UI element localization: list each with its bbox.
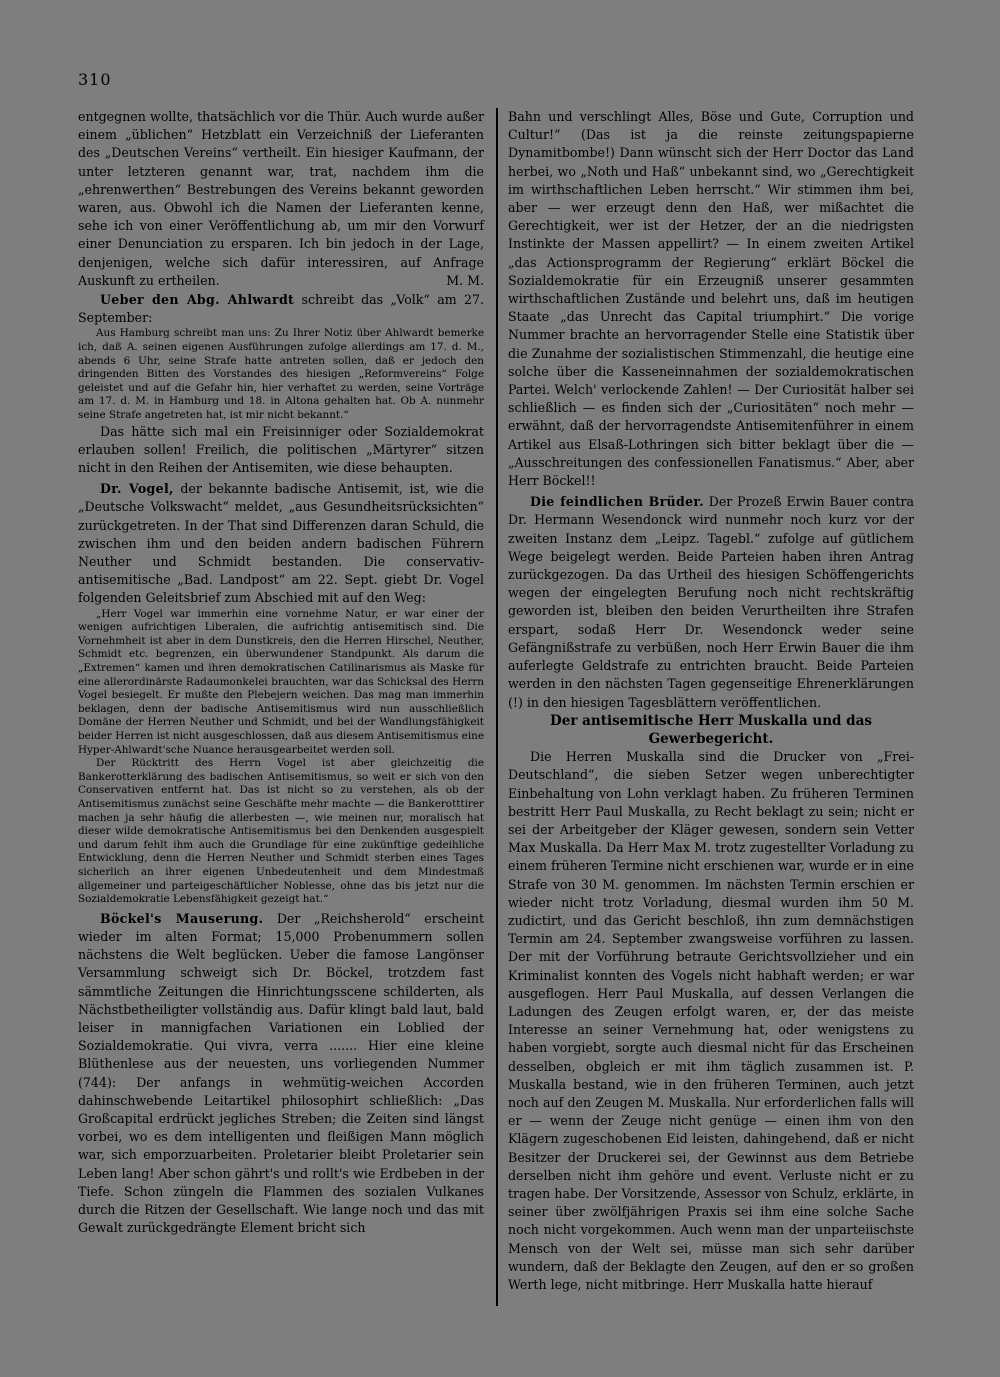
- boeckel-text: Der „Reichsherold“ erscheint wieder im alten Format; 15,000 Probenummern sollen nächstens die Welt beglücken. Ueber die famose Langönser Versammlung schweigt sich Dr. Böckel, trotzdem fast sämmtliche Zeitungen die Hinrichtungsscene schilderten, als Nächstbetheiligter vollständig aus. Dafür klingt bald laut, bald leiser in mannigfachen Variationen ein Loblied der Sozialdemokratie. Qui vivra, verra ....... Hier eine kleine Blüthenlese aus der neuesten, uns vorliegenden Nummer (744): Der anfangs in wehmütig-weichen Accorden dahinschwebende Leitartikel philosophirt schließlich: „Das Großcapital erdrückt jegliches Streben; die Zeiten sind längst vorbei, wo es dem intelligenten und fleißigen Mann möglich war, sich emporzuarbeiten. Proletarier bleibt Proletarier sein Leben lang! Aber schon gährt's und rollt's wie Erdbeben in der Tiefe. Schon züngeln die Flammen des sozialen Vulkanes durch die Ritzen der Gesellschaft. Wie lange noch und das mit Gewalt zurückgedrängte Element bricht sich: [78, 910, 485, 1236]
- muskalla-heading: Der antisemitische Herr Muskalla und das Gewerbegericht.: [550, 712, 872, 747]
- left-column: [78, 108, 484, 1237]
- ahlwardt-article: [78, 291, 484, 327]
- brueder-article: [508, 493, 914, 711]
- brueder-heading: Die feindlichen Brüder.: [530, 494, 704, 510]
- vogel-article: [78, 480, 484, 607]
- boeckel-article: [78, 910, 484, 1238]
- muskalla-text: Die Herren Muskalla sind die Drucker von „Frei-Deutschland“, die sieben Setzer wegen unberechtigter Einbehaltung von Lohn verklagt haben. Zu früheren Terminen bestritt Herr Paul Muskalla, zu Recht beklagt zu sein; nicht er sei der Arbeitgeber der Kläger gewesen, sondern sein Vetter Max Muskalla. Da Herr Max M. trotz zugestellter Vorladung zu einem früheren Termine nicht erschienen war, wurde er in eine Strafe von 30 M. genommen. Im nächsten Termin erschien er wieder nicht trotz Vorladung, diesmal wurden ihm 50 M. zudictirt, und das Gericht beschloß, ihn zum demnächstigen Termin am 24. September zwangsweise vorführen zu lassen. Der mit der Vorführung betraute Gerichtsvollzieher und ein Kriminalist konnten des Vogels nicht habhaft werden; er war ausgeflogen. Herr Paul Muskalla, auf dessen Verlangen die Ladungen des Zeugen erfolgt waren, er, der das meiste Interesse an seiner Vernehmung hat, oder wenigstens zu haben vorgiebt, sorgte auch diesmal nicht für das Erscheinen desselben, obgleich er mit ihm täglich zusammen ist. P. Muskalla bestand, wie in den früheren Terminen, auch jetzt noch auf den Zeugen M. Muskalla. Nur erforderlichen falls will er — wenn der Zeuge nicht genüge — einen ihm von den Klägern zugeschobenen Eid leisten, dahingehend, daß er nicht Besitzer der Druckerei sei, der Gewinnst aus dem Betriebe derselben nicht ihm gehöre und event. Verluste nicht er zu tragen habe. Der Vorsitzende, Assessor von Schulz, erklärte, in seiner über zwölfjährigen Praxis sei ihm eine solche Sache noch nicht vorgekommen. Auch wenn man der unparteiischste Mensch von der Welt sei, müsse man sich sehr darüber wundern, daß der Beklagte den Zeugen, auf den er so großen Werth lege, nicht mitbringe. Herr Muskalla hatte hierauf: [508, 749, 915, 1292]
- paragraph-lieferanten: [78, 108, 484, 290]
- vogel-text: der bekannte badische Antisemit, ist, wie die „Deutsche Volkswacht“ meldet, „aus Gesundheitsrücksichten“ zurückgetreten. In der That sind Differenzen daran Schuld, die zwischen ihm und den beiden andern badischen Führern Neuther und Schmidt bestanden. Die conservativ-antisemitische „Bad. Landpost“ am 22. Sept. giebt Dr. Vogel folgenden Geleitsbrief zum Abschied mit auf den Weg:: [78, 481, 484, 606]
- column-divider: [496, 108, 498, 1306]
- vogel-quote-1: „Herr Vogel war immerhin eine vornehme Natur, er war einer der wenigen aufrichtigen Liberalen, die aufrichtig antisemitisch sind. Die Vornehmheit ist aber in dem Dunstkreis, den die Herren Hirschel, Neuther, Schmidt etc. begrenzen, ein überwundener Standpunkt. Als darum die „Extremen“ kamen und ihren demokratischen Catilinarismus als Maske für eine allerordinärste Radaumonkelei brauchten, war das Schicksal des Herrn Vogel besiegelt. Er mußte den Plebejern weichen. Das mag man immerhin beklagen, denn der badische Antisemitismus wird nun ausschließlich Domäne der Herren Neuther und Schmidt, und bei der Wandlungsfähigkeit beider Herren ist nicht ausgeschlossen, daß aus diesem Antisemitismus eine Hyper-Ahlwardt'sche Nuance herausgearbeitet werden soll.: [78, 607, 484, 756]
- signature: M. M.: [446, 272, 484, 288]
- vogel-quote-2: Der Rücktritt des Herrn Vogel ist aber gleichzeitig die Bankerotterklärung des badischen Antisemitismus, so weit er sich von den Conservativen entfernt hat. Das ist nicht so zu verstehen, als ob der Antisemitismus zunächst seine Geschäfte mehr machte — die Bankerotttirer machen ja sehr häufig die allerbesten —, wie meinen nur, moralisch hat dieser wilde demokratische Antisemitismus bei den Denkenden ausgespielt und darum fehlt ihm auch die Grundlage für eine zukünftige gedeihliche Entwicklung, denn die Herren Neuther und Schmidt sterben eines Tages sicherlich an ihrer eigenen Unbedeutenheit und dem Mindestmaß allgemeiner und parteigeschäftlicher Noblesse, ohne das bis jetzt nur die Sozialdemokratie Lebensfähigkeit gezeigt hat.“: [78, 757, 484, 906]
- paragraph-lieferanten-text: entgegnen wollte, thatsächlich vor die Thür. Auch wurde außer einem „üblichen“ Hetzblatt ein Verzeichniß der Lieferanten des „Deutschen Vereins“ vertheilt. Ein hiesiger Kaufmann, der unter letzteren genannt war, trat, nachdem ihm die „ehrenwerthen“ Bestrebungen des Vereins bekannt geworden waren, aus. Obwohl ich die Namen der Lieferanten kenne, sehe ich von einer Veröffentlichung ab, um mir den Vorwurf einer Denunciation zu ersparen. Ich bin jedoch in der Lage, denjenigen, welche sich dafür interessiren, auf Anfrage Auskunft zu ertheilen.: [78, 109, 484, 288]
- boeckel-continuation: Bahn und verschlingt Alles, Böse und Gute, Corruption und Cultur!“ (Das ist ja die reinste zeitungspapierne Dynamitbombe!) Dann wünscht sich der Herr Doctor das Land herbei, wo „Noth und Haß“ unbekannt sind, wo „Gerechtigkeit im wirthschaftlichen Leben herrscht.“ Wir stimmen ihm bei, aber — wer erzeugt denn den Haß, wer mißachtet die Gerechtigkeit, wer ist der Hetzer, der an die niedrigsten Instinkte der Massen appellirt? — In einem zweiten Artikel „das Actionsprogramm der Regierung“ erklärt Böckel die Sozialdemokratie für ein Erzeugniß unserer gesammten wirthschaftlichen Zustände und belehrt uns, daß im heutigen Staate „das Unrecht das Capital triumphirt.“ Die vorige Nummer brachte an hervorragender Stelle eine Statistik über die Zunahme der sozialistischen Stimmenzahl, die heutige eine solche über die Kasseneinnahmen der sozialdemokratischen Partei. Welch' verlockende Zahlen! — Der Curiosität halber sei schließlich — es finden sich der „Curiositäten“ noch mehr — erwähnt, daß der hervorragendste Antisemitenführer in einem Artikel aus Elsaß-Lothringen sich bitter beklagt über die — „Ausschreitungen des confessionellen Fanatismus.“ Aber, aber Herr Böckel!!: [508, 109, 914, 489]
- ahlwardt-heading: Ueber den Abg. Ahlwardt: [100, 292, 295, 308]
- page-number: 310: [78, 70, 112, 89]
- ahlwardt-comment: Das hätte sich mal ein Freisinniger oder Sozialdemokrat erlauben sollen! Freilich, die politischen „Märtyrer“ sitzen nicht in den Reihen der Antisemiten, wie diese behaupten.: [78, 423, 484, 475]
- ahlwardt-intro: schreibt das „Volk“ am 27. September:: [78, 292, 484, 326]
- ahlwardt-quote: Aus Hamburg schreibt man uns: Zu Ihrer Notiz über Ahlwardt bemerke ich, daß A. seinen eigenen Ausführungen zufolge allerdings am 17. d. M., abends 6 Uhr, seine Strafe hatte antreten sollen, daß er jedoch den dringenden Bitten des Vorstandes des hiesigen „Reformvereins“ Folge geleistet und auf die Gefahr hin, hier verhaftet zu werden, seine Vorträge am 17. d. M. in Hamburg und 18. in Altona gehalten hat. Ob A. nunmehr seine Strafe angetreten hat, ist mir nicht bekannt.“: [78, 327, 484, 421]
- brueder-text: Der Prozeß Erwin Bauer contra Dr. Hermann Wesendonck wird nunmehr noch kurz vor der zweiten Instanz dem „Leipz. Tagebl.“ zufolge auf gütlichem Wege beigelegt werden. Beide Parteien haben ihren Antrag zurückgezogen. Da das Urtheil des hiesigen Schöffengerichts wegen der eingelegten Berufung noch nicht rechtskräftig geworden ist, bleiben den beiden Verurtheilten ihre Strafen erspart, sodaß Herr Dr. Wesendonck weder seine Gefängnißstrafe zu verbüßen, noch Herr Erwin Bauer die ihm auferlegte Geldstrafe zu entrichten braucht. Beide Parteien werden in den nächsten Tagen gegenseitige Ehrenerklärungen (!) in den hiesigen Tagesblättern veröffentlichen.: [508, 494, 914, 710]
- right-column: [508, 108, 914, 1294]
- boeckel-heading: Böckel's Mauserung.: [100, 910, 264, 926]
- vogel-heading: Dr. Vogel,: [100, 481, 174, 497]
